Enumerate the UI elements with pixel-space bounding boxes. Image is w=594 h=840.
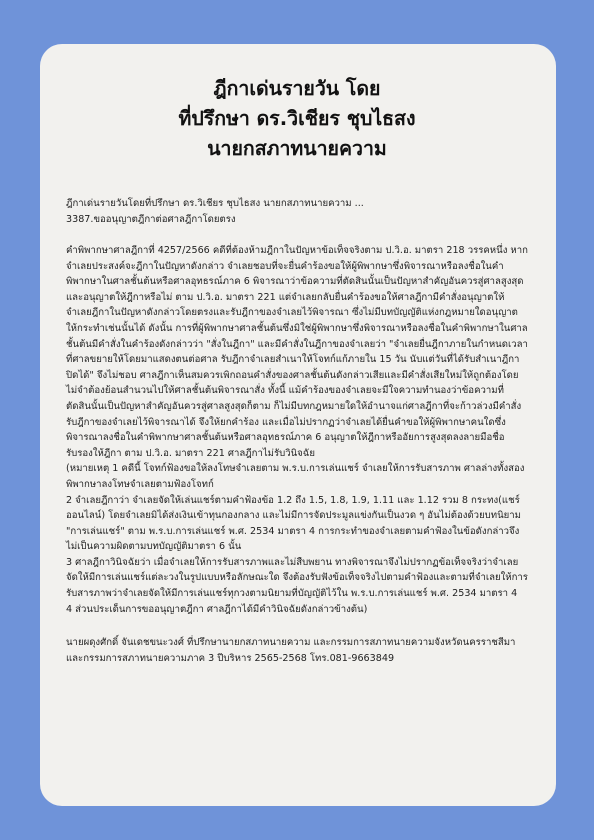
title-line-3: นายกสภาทนายความ [207, 137, 387, 160]
title-line-1: ฎีกาเด่นรายวัน โดย [213, 77, 381, 100]
body-paragraph-note-2: 2 จำเลยฎีกาว่า จำเลยจัดให้เล่นแชร์ตามคำฟ้องข้อ 1.2 ถึง 1.5, 1.8, 1.9, 1.11 และ 1.12 รวม 8 กระทง(แชร์ออนไลน์) โดยจำเลยมิได้ส่งเงินเข้าทุนกองกลาง และไม่มีการจัดประมูลแข่งกันเป็นงวด ๆ อันไม่ต้องด้วยบทนิยาม "การเล่นแชร์" ตาม พ.ร.บ.การเล่นแชร์ พ.ศ. 2534 มาตรา 4 การกระทำของจำเลยตามคำฟ้องในข้อดังกล่าวจึงไม่เป็นความผิดตามบทบัญญัติมาตรา 6 นั้น [66, 494, 521, 553]
intro-line-1: ฎีกาเด่นรายวันโดยที่ปรึกษา ดร.วิเชียร ชุบไธสง นายกสภาทนายความ ... [66, 198, 364, 209]
intro-block [66, 196, 528, 227]
body-paragraph-note-1: (หมายเหตุ 1 คดีนี้ โจทก์ฟ้องขอให้ลงโทษจำเลยตาม พ.ร.บ.การเล่นแชร์ จำเลยให้การรับสารภาพ ศาลล่างทั้งสองพิพากษาลงโทษจำเลยตามฟ้องโจทก์ [66, 463, 525, 490]
body-paragraph-note-4: 4 ส่วนประเด็นการขออนุญาตฎีกา ศาลฎีกาได้มีคำวินิจฉัยดังกล่าวข้างต้น) [66, 603, 368, 615]
page-title [66, 74, 528, 164]
body-paragraph-note-3: 3 ศาลฎีกาวินิจฉัยว่า เมื่อจำเลยให้การรับสารภาพและไม่สืบพยาน ทางพิจารณาจึงไม่ปรากฏข้อเท็จจริงว่าจำเลยจัดให้มีการเล่นแชร์แต่ละวงในรูปแบบหรือลักษณะใด จึงต้องรับฟังข้อเท็จจริงไปตามคำฟ้องและตามที่จำเลยให้การรับสารภาพว่าจำเลยจัดให้มีการเล่นแชร์ทุกวงตามนิยามที่บัญญัติไว้ใน พ.ร.บ.การเล่นแชร์ พ.ศ. 2534 มาตรา 4 [66, 556, 528, 600]
title-line-2: ที่ปรึกษา ดร.วิเชียร ชุบไธสง [178, 107, 416, 130]
body-paragraph-judgment: คำพิพากษาศาลฎีกาที่ 4257/2566 คดีที่ต้องห้ามฎีกาในปัญหาข้อเท็จจริงตาม ป.วิ.อ. มาตรา 218 วรรคหนึ่ง หากจำเลยประสงค์จะฎีกาในปัญหาดังกล่าว จำเลยชอบที่จะยื่นคำร้องขอให้ผู้พิพากษาซึ่งพิจารณาหรือลงชื่อในคำพิพากษาในศาลชั้นต้นหรือศาลอุทธรณ์ภาค 6 พิจารณาว่าข้อความที่ตัดสินนั้นเป็นปัญหาสำคัญอันควรสู่ศาลสูงสุดและอนุญาตให้ฎีกาหรือไม่ ตาม ป.วิ.อ. มาตรา 221 แต่จำเลยกลับยื่นคำร้องขอให้ศาลฎีกามีคำสั่งอนุญาตให้จำเลยฎีกาในปัญหาดังกล่าวโดยตรงและรับฎีกาของจำเลยไว้พิจารณา ซึ่งไม่มีบทบัญญัติแห่งกฎหมายใดอนุญาตให้กระทำเช่นนั้นได้ ดังนั้น การที่ผู้พิพากษาศาลชั้นต้นซึ่งมิใช่ผู้พิพากษาซึ่งพิจารณาหรือลงชื่อในคำพิพากษาในศาลชั้นต้นมีคำสั่งในคำร้องดังกล่าวว่า "สั่งในฎีกา" และมีคำสั่งในฎีกาของจำเลยว่า "จำเลยยื่นฎีกาภายในกำหนดเวลาที่ศาลขยายให้โดยมาแสดงตนต่อศาล รับฎีกาจำเลยสำเนาให้โจทก์แก้ภายใน 15 วัน นับแต่วันที่ได้รับสำเนาฎีกา ปิดได้" จึงไม่ชอบ ศาลฎีกาเห็นสมควรเพิกถอนคำสั่งของศาลชั้นต้นดังกล่าวเสียและมีคำสั่งเสียใหม่ให้ถูกต้องโดยไม่จำต้องย้อนสำนวนไปให้ศาลชั้นต้นพิจารณาสั่ง ทั้งนี้ แม้คำร้องของจำเลยจะมีใจความทำนองว่าข้อความที่ตัดสินนั้นเป็นปัญหาสำคัญอันควรสู่ศาลสูงสุดก็ตาม ก็ไม่มีบทกฎหมายใดให้อำนาจแก่ศาลฎีกาที่จะก้าวล่วงมีคำสั่งรับฎีกาของจำเลยไว้พิจารณาได้ จึงให้ยกคำร้อง และเมื่อไม่ปรากฏว่าจำเลยได้ยื่นคำขอให้ผู้พิพากษาคนใดซึ่งพิจารณาลงชื่อในคำพิพากษาศาลชั้นต้นหรือศาลอุทธรณ์ภาค 6 อนุญาตให้ฎีกาหรืออัยการสูงสุดลงลายมือชื่อรับรองให้ฎีกา ตาม ป.วิ.อ. มาตรา 221 ศาลฎีกาไม่รับวินิจฉัย [66, 245, 528, 459]
intro-line-2: 3387.ขออนุญาตฎีกาต่อศาลฎีกาโดยตรง [66, 213, 236, 225]
article-body [66, 243, 528, 617]
article-card [40, 44, 556, 806]
author-footer: นายผดุงศักดิ์ จันเดชขนะวงศ์ ที่ปรึกษานายกสภาทนายความ และกรรมการสภาทนายความจังหวัดนครราชสีมา และกรรมการสภาทนายความภาค 3 ปีบริหาร 2565-2568 โทร.081-9663849 [66, 637, 516, 664]
